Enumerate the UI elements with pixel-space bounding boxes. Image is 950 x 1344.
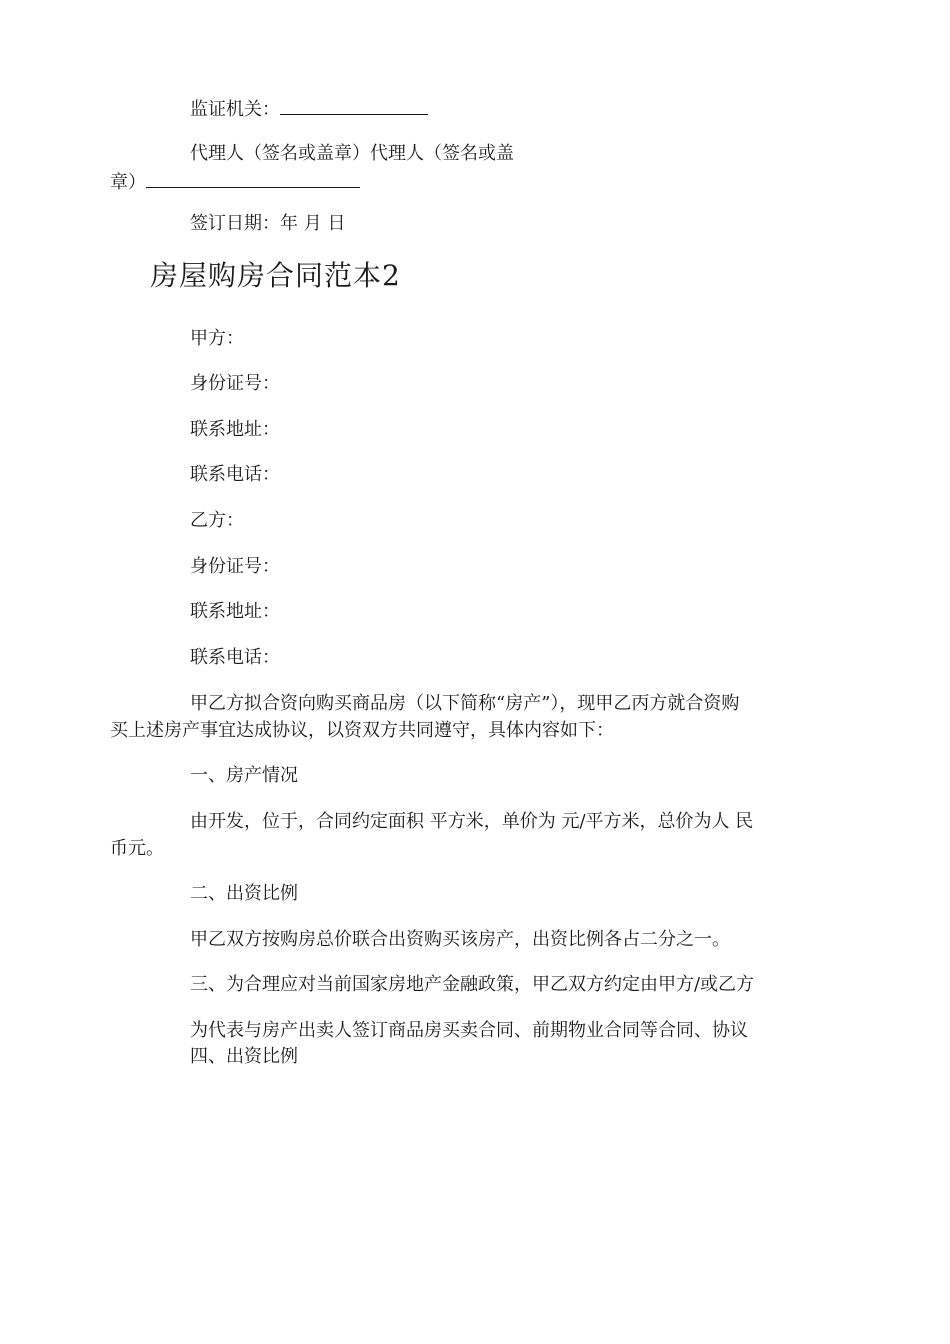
agent-blank	[146, 169, 360, 188]
party-b-id-number: 身份证号：	[190, 556, 280, 577]
supervisor-line	[190, 96, 428, 122]
supervisor-label: 监证机关：	[190, 99, 280, 120]
sign-date: 签订日期：年 月 日	[190, 213, 346, 234]
section-2-text: 甲乙双方按购房总价联合出资购买该房产，出资比例各占二分之一。	[190, 929, 730, 950]
party-a-phone: 联系电话：	[190, 464, 280, 485]
agent-line-2-text: 章）	[110, 172, 146, 193]
section-1-heading: 一、房产情况	[190, 765, 298, 786]
agent-line-1: 代理人（签名或盖章）代理人（签名或盖	[190, 143, 514, 164]
section-1-line-2: 币元。	[110, 838, 164, 859]
document-title: 房屋购房合同范本2	[150, 259, 401, 292]
party-a-address: 联系地址：	[190, 419, 280, 440]
section-4-heading: 四、出资比例	[190, 1046, 298, 1067]
section-2-heading: 二、出资比例	[190, 883, 298, 904]
section-3-text: 三、为合理应对当前国家房地产金融政策，甲乙双方约定由甲方/或乙方	[190, 974, 755, 995]
section-3-continued: 为代表与房产出卖人签订商品房买卖合同、前期物业合同等合同、协议	[190, 1020, 748, 1041]
intro-line-2: 买上述房产事宜达成协议，以资双方共同遵守，具体内容如下：	[110, 720, 614, 741]
supervisor-blank	[280, 96, 428, 115]
section-1-line-1: 由开发，位于，合同约定面积 平方米，单价为 元/平方米，总价为人 民	[190, 811, 754, 832]
party-a-id-number: 身份证号：	[190, 373, 280, 394]
party-b-label: 乙方：	[190, 510, 244, 531]
party-a-label: 甲方：	[190, 328, 244, 349]
party-b-phone: 联系电话：	[190, 647, 280, 668]
intro-line-1: 甲乙方拟合资向购买商品房（以下简称“房产”），现甲乙丙方就合资购	[190, 693, 740, 714]
agent-line-2	[110, 169, 360, 195]
party-b-address: 联系地址：	[190, 601, 280, 622]
